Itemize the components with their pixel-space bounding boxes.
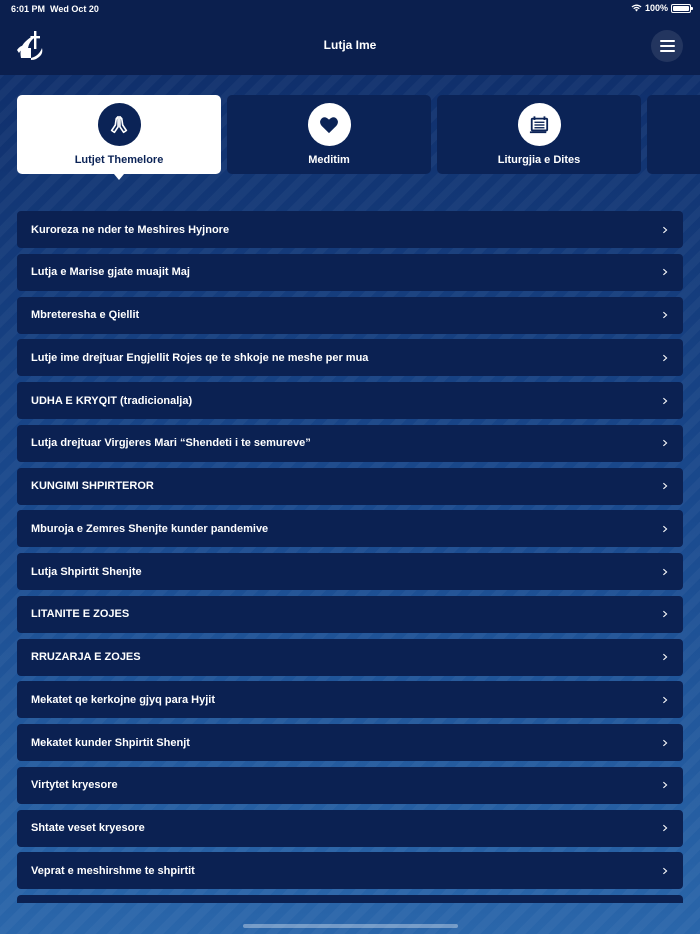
- list-item-label: Mbreteresha e Qiellit: [31, 309, 140, 321]
- chevron-right-icon: [661, 482, 669, 490]
- list-item-label: Kuroreza ne nder te Meshires Hyjnore: [31, 223, 230, 236]
- list-item-label: Mekatet kunder Shpirtit Shenjt: [31, 736, 190, 749]
- battery-icon: [671, 4, 691, 13]
- wifi-icon: [631, 4, 642, 12]
- chevron-right-icon: [661, 354, 669, 362]
- chevron-right-icon: [661, 781, 669, 789]
- tab-more[interactable]: [647, 95, 700, 174]
- chevron-right-icon: [661, 439, 669, 447]
- header: [0, 0, 700, 75]
- heart-icon: [308, 103, 351, 146]
- list-item-partial[interactable]: [17, 895, 683, 903]
- status-date: Wed Oct 20: [50, 4, 99, 14]
- list-item[interactable]: [17, 767, 683, 804]
- chevron-right-icon: [661, 739, 669, 747]
- list-item[interactable]: [17, 810, 683, 847]
- chevron-right-icon: [661, 824, 669, 832]
- list-item[interactable]: [17, 724, 683, 761]
- chevron-right-icon: [661, 568, 669, 576]
- list-item-label: RRUZARJA E ZOJES: [31, 651, 141, 663]
- list-item[interactable]: [17, 852, 683, 889]
- list-item[interactable]: [17, 254, 683, 291]
- chevron-right-icon: [661, 610, 669, 618]
- list-item-label: Mekatet qe kerkojne gjyq para Hyjit: [31, 693, 216, 706]
- menu-button[interactable]: [651, 30, 683, 62]
- list-item-label: Lutja Shpirtit Shenjte: [31, 565, 142, 578]
- status-bar: [0, 0, 700, 18]
- book-icon: [518, 103, 561, 146]
- list-item-label: LITANITE E ZOJES: [31, 608, 130, 621]
- battery-percent: 100%: [644, 3, 668, 13]
- chevron-right-icon: [661, 268, 669, 276]
- list-item-label: Shtate veset kryesore: [31, 822, 145, 834]
- list-item-label: Lutja drejtuar Virgjeres Mari “Shendeti i te semureve”: [31, 437, 311, 450]
- list-item[interactable]: [17, 339, 683, 376]
- list-item-label: Lutja e Marise gjate muajit Maj: [31, 266, 190, 279]
- status-indicators: [631, 3, 691, 13]
- list-item[interactable]: [17, 468, 683, 505]
- list-item-label: Mburoja e Zemres Shenjte kunder pandemive: [31, 522, 269, 535]
- list-item[interactable]: [17, 425, 683, 462]
- chevron-right-icon: [661, 226, 669, 234]
- list-item[interactable]: [17, 211, 683, 248]
- tab-label: Lutjet Themelore: [74, 154, 164, 166]
- list-item[interactable]: [17, 553, 683, 590]
- chevron-right-icon: [661, 525, 669, 533]
- praying-hands-icon: [98, 103, 141, 146]
- category-tabs: [17, 95, 700, 185]
- chevron-right-icon: [661, 867, 669, 875]
- list-item[interactable]: [17, 639, 683, 676]
- chevron-right-icon: [661, 696, 669, 704]
- tab-liturgjia-e-dites[interactable]: [437, 95, 641, 174]
- list-item[interactable]: [17, 510, 683, 547]
- list-item-label: KUNGIMI SHPIRTEROR: [31, 480, 154, 492]
- hamburger-line: [660, 45, 675, 47]
- list-item[interactable]: [17, 382, 683, 419]
- list-item[interactable]: [17, 297, 683, 334]
- list-item[interactable]: [17, 596, 683, 633]
- chevron-right-icon: [661, 311, 669, 319]
- home-indicator[interactable]: [243, 924, 458, 928]
- chevron-right-icon: [661, 397, 669, 405]
- chevron-right-icon: [661, 653, 669, 661]
- tab-label: Meditim: [308, 154, 350, 166]
- status-time: 6:01 PM: [11, 4, 46, 14]
- tab-label: Liturgjia e Dites: [497, 154, 581, 166]
- list-item-label: UDHA E KRYQIT (tradicionalja): [31, 394, 193, 407]
- hamburger-icon: [660, 40, 675, 42]
- list-item-label: Veprat e meshirshme te shpirtit: [31, 864, 195, 877]
- list-item[interactable]: [17, 681, 683, 718]
- hamburger-line: [660, 50, 675, 52]
- list-item-label: Lutje ime drejtuar Engjellit Rojes qe te shkoje ne meshe per mua: [31, 351, 369, 364]
- list-item-label: Virtytet kryesore: [31, 779, 118, 792]
- tab-meditim[interactable]: [227, 95, 431, 174]
- page-title: Lutja Ime: [323, 38, 377, 52]
- tab-lutjet-themelore[interactable]: [17, 95, 221, 174]
